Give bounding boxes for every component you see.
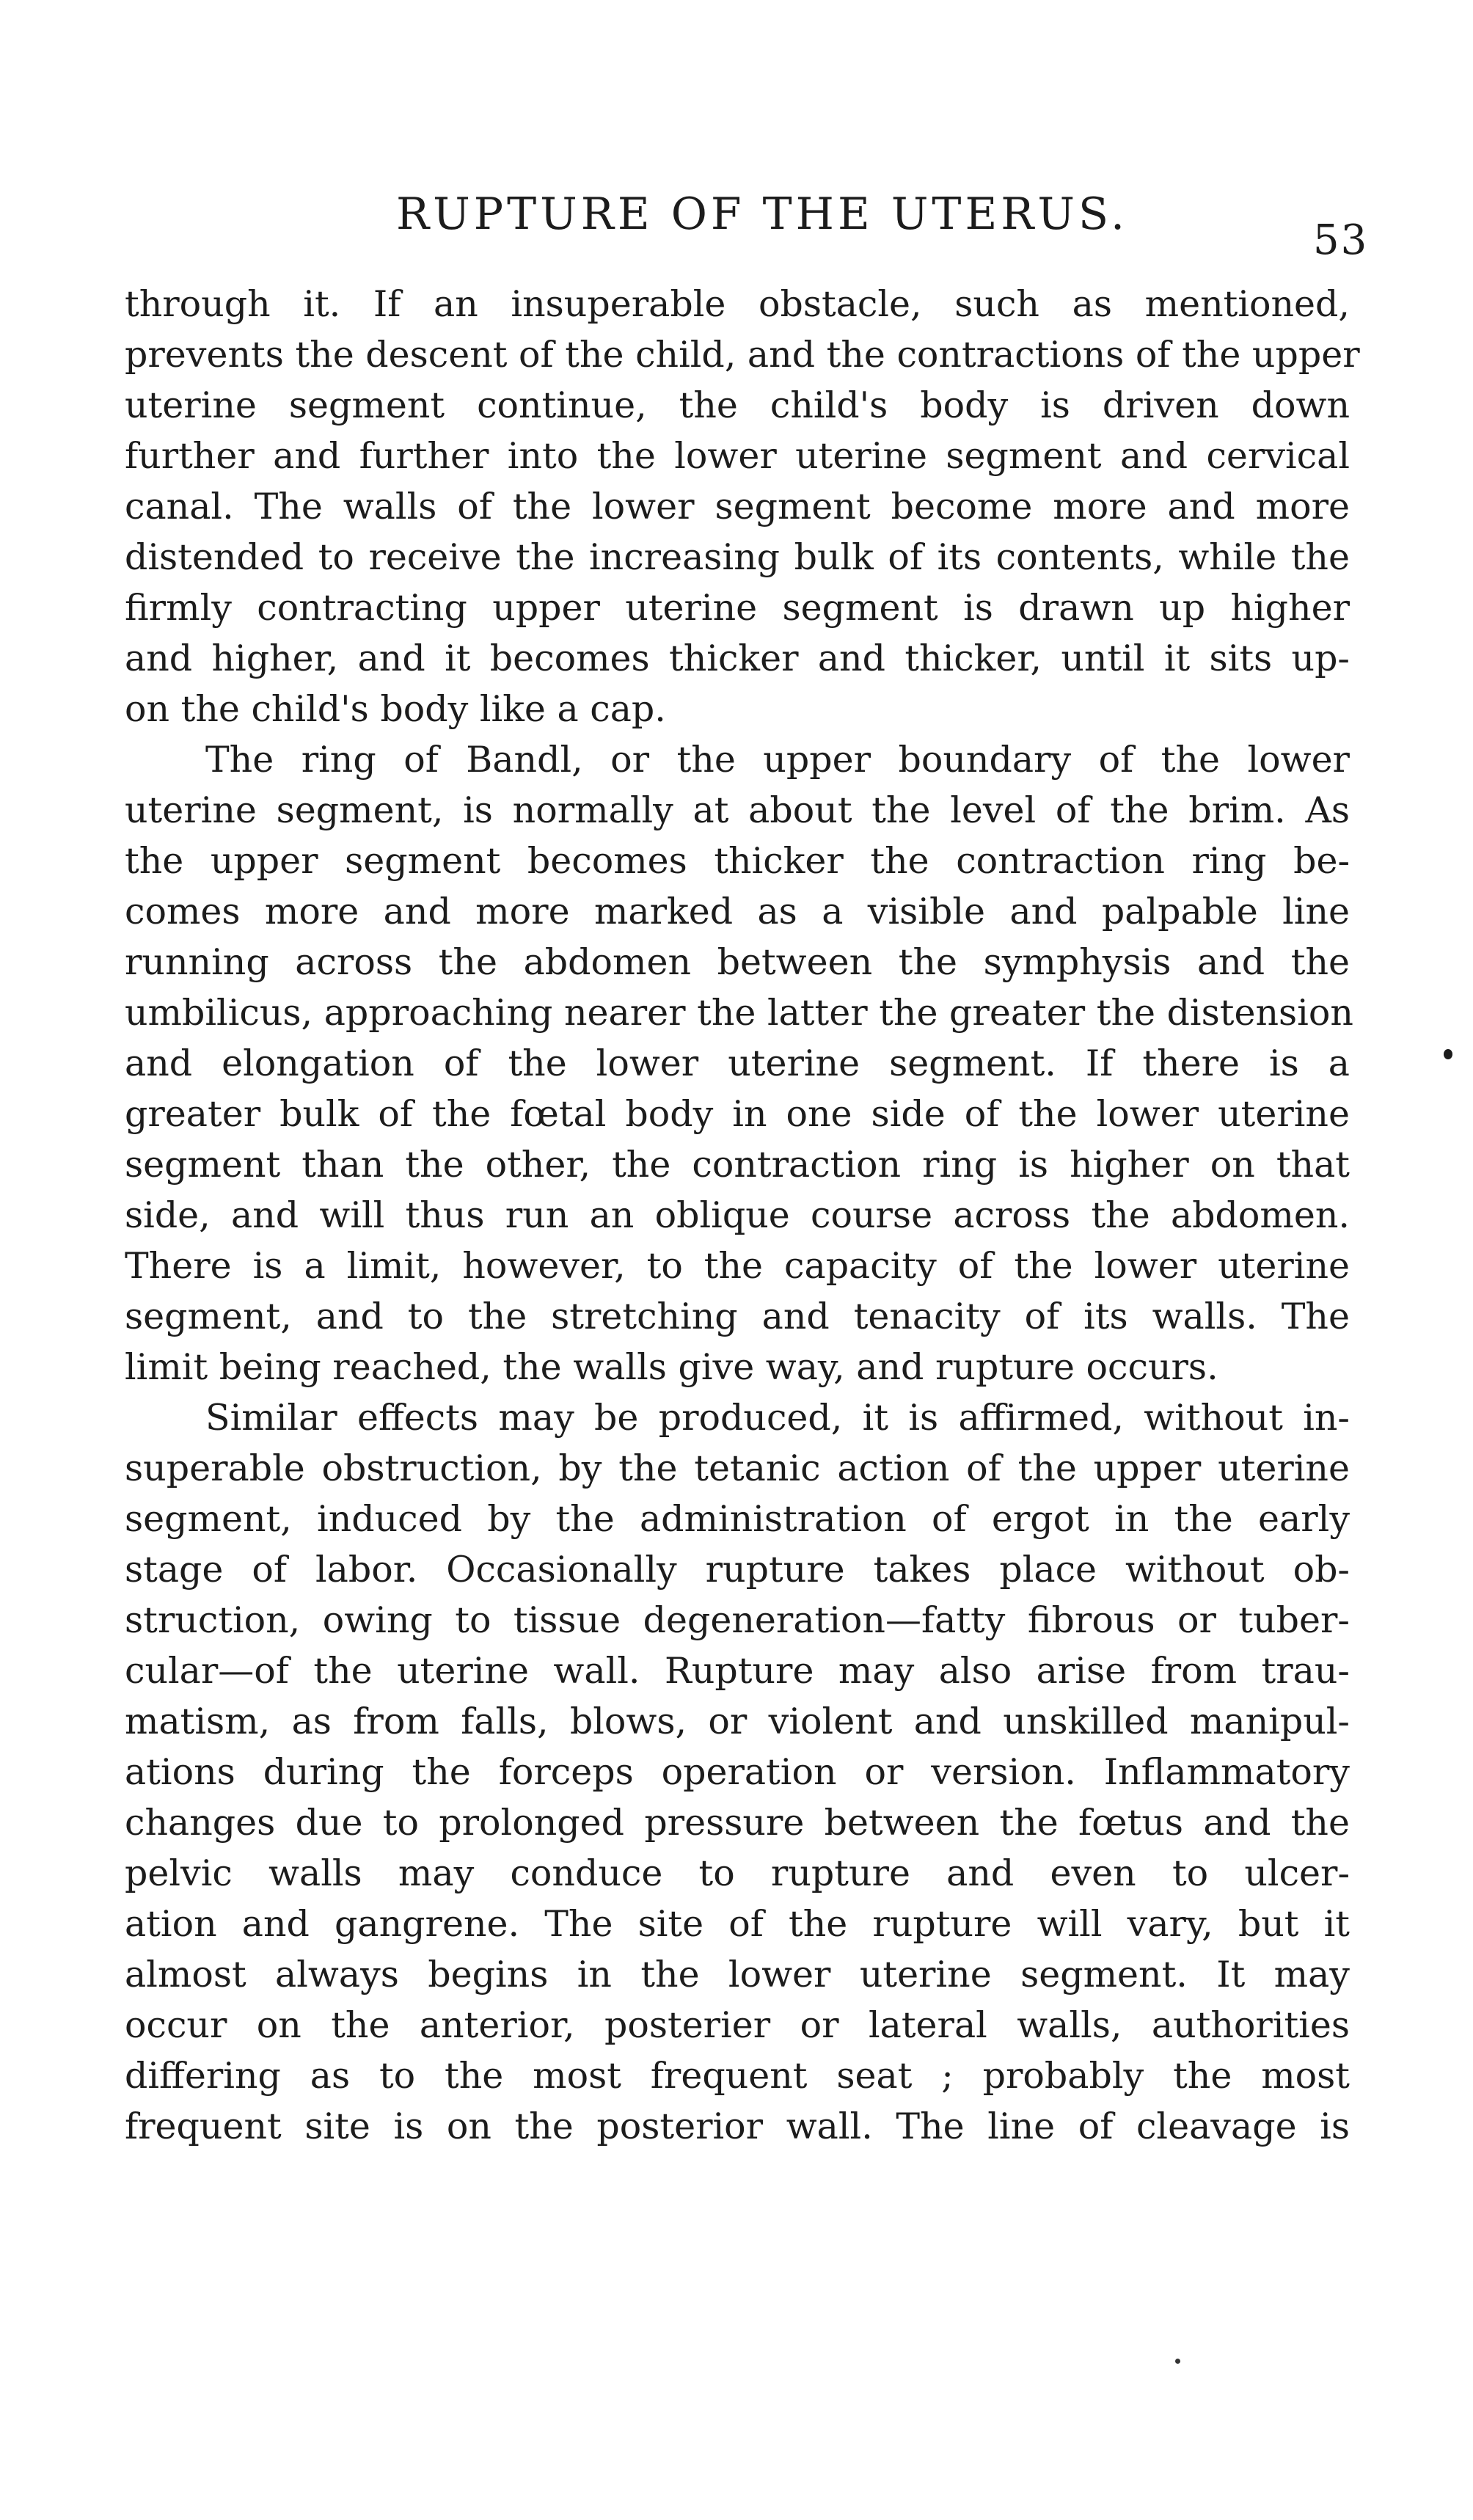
text-line: differing as to the most frequent seat ; probably the most xyxy=(125,2055,1350,2097)
text-line: side, and will thus run an oblique course across the abdomen. xyxy=(125,1194,1350,1236)
text-line: ations during the forceps operation or version. Inflammatory xyxy=(125,1751,1350,1793)
text-line: uterine segment continue, the child's body is driven down xyxy=(125,384,1350,426)
margin-ink-mark xyxy=(1444,1049,1452,1059)
text-line: stage of labor. Occasionally rupture takes place without ob- xyxy=(125,1549,1350,1590)
text-line: matism, as from falls, blows, or violent and unskilled manipul- xyxy=(125,1701,1350,1742)
text-line: segment, and to the stretching and tenacity of its walls. The xyxy=(125,1296,1350,1337)
text-line: running across the abdomen between the symphysis and the xyxy=(125,941,1350,983)
text-line: limit being reached, the walls give way, and rupture occurs. xyxy=(125,1346,1218,1388)
text-line: changes due to prolonged pressure between the fœtus and the xyxy=(125,1802,1350,1844)
running-head: RUPTURE OF THE UTERUS. xyxy=(396,189,1129,240)
text-line: comes more and more marked as a visible and palpable line xyxy=(125,891,1350,932)
text-line: Similar effects may be produced, it is affirmed, without in- xyxy=(205,1397,1350,1439)
text-line: superable obstruction, by the tetanic action of the upper uterine xyxy=(125,1447,1350,1489)
text-line: pelvic walls may conduce to rupture and even to ulcer- xyxy=(125,1852,1350,1894)
text-line: greater bulk of the fœtal body in one side of the lower uterine xyxy=(125,1093,1350,1135)
text-line: occur on the anterior, posterier or lateral walls, authorities xyxy=(125,2004,1350,2046)
text-line: segment than the other, the contraction ring is higher on that xyxy=(125,1144,1350,1186)
text-line: prevents the descent of the child, and the contractions of the upper xyxy=(125,334,1360,376)
text-line: and elongation of the lower uterine segment. If there is a xyxy=(125,1042,1350,1084)
text-line: ation and gangrene. The site of the rupture will vary, but it xyxy=(125,1903,1350,1945)
footer-ink-speck xyxy=(1175,2359,1180,2364)
text-line: further and further into the lower uterine segment and cervical xyxy=(125,435,1350,477)
text-line: frequent site is on the posterior wall. The line of cleavage is xyxy=(125,2106,1350,2147)
text-line: umbilicus, approaching nearer the latter the greater the distension xyxy=(125,992,1353,1034)
text-line: on the child's body like a cap. xyxy=(125,688,666,730)
text-line: distended to receive the increasing bulk of its contents, while the xyxy=(125,536,1350,578)
text-line: The ring of Bandl, or the upper boundary of the lower xyxy=(205,739,1350,781)
text-line: cular—of the uterine wall. Rupture may also arise from trau- xyxy=(125,1650,1350,1692)
text-line: canal. The walls of the lower segment become more and more xyxy=(125,486,1350,527)
text-line: firmly contracting upper uterine segment is drawn up higher xyxy=(125,587,1350,629)
page-number: 53 xyxy=(1313,216,1369,264)
text-line: through it. If an insuperable obstacle, such as mentioned, xyxy=(125,283,1350,325)
text-line: segment, induced by the administration of ergot in the early xyxy=(125,1498,1350,1540)
text-line: struction, owing to tissue degeneration—fatty fibrous or tuber- xyxy=(125,1599,1350,1641)
text-line: There is a limit, however, to the capacity of the lower uterine xyxy=(125,1245,1350,1287)
text-line: the upper segment becomes thicker the contraction ring be- xyxy=(125,840,1350,882)
text-line: almost always begins in the lower uterine segment. It may xyxy=(125,1954,1350,1995)
text-line: and higher, and it becomes thicker and thicker, until it sits up- xyxy=(125,638,1350,679)
text-line: uterine segment, is normally at about the level of the brim. As xyxy=(125,789,1350,831)
body-text xyxy=(125,279,1360,2152)
